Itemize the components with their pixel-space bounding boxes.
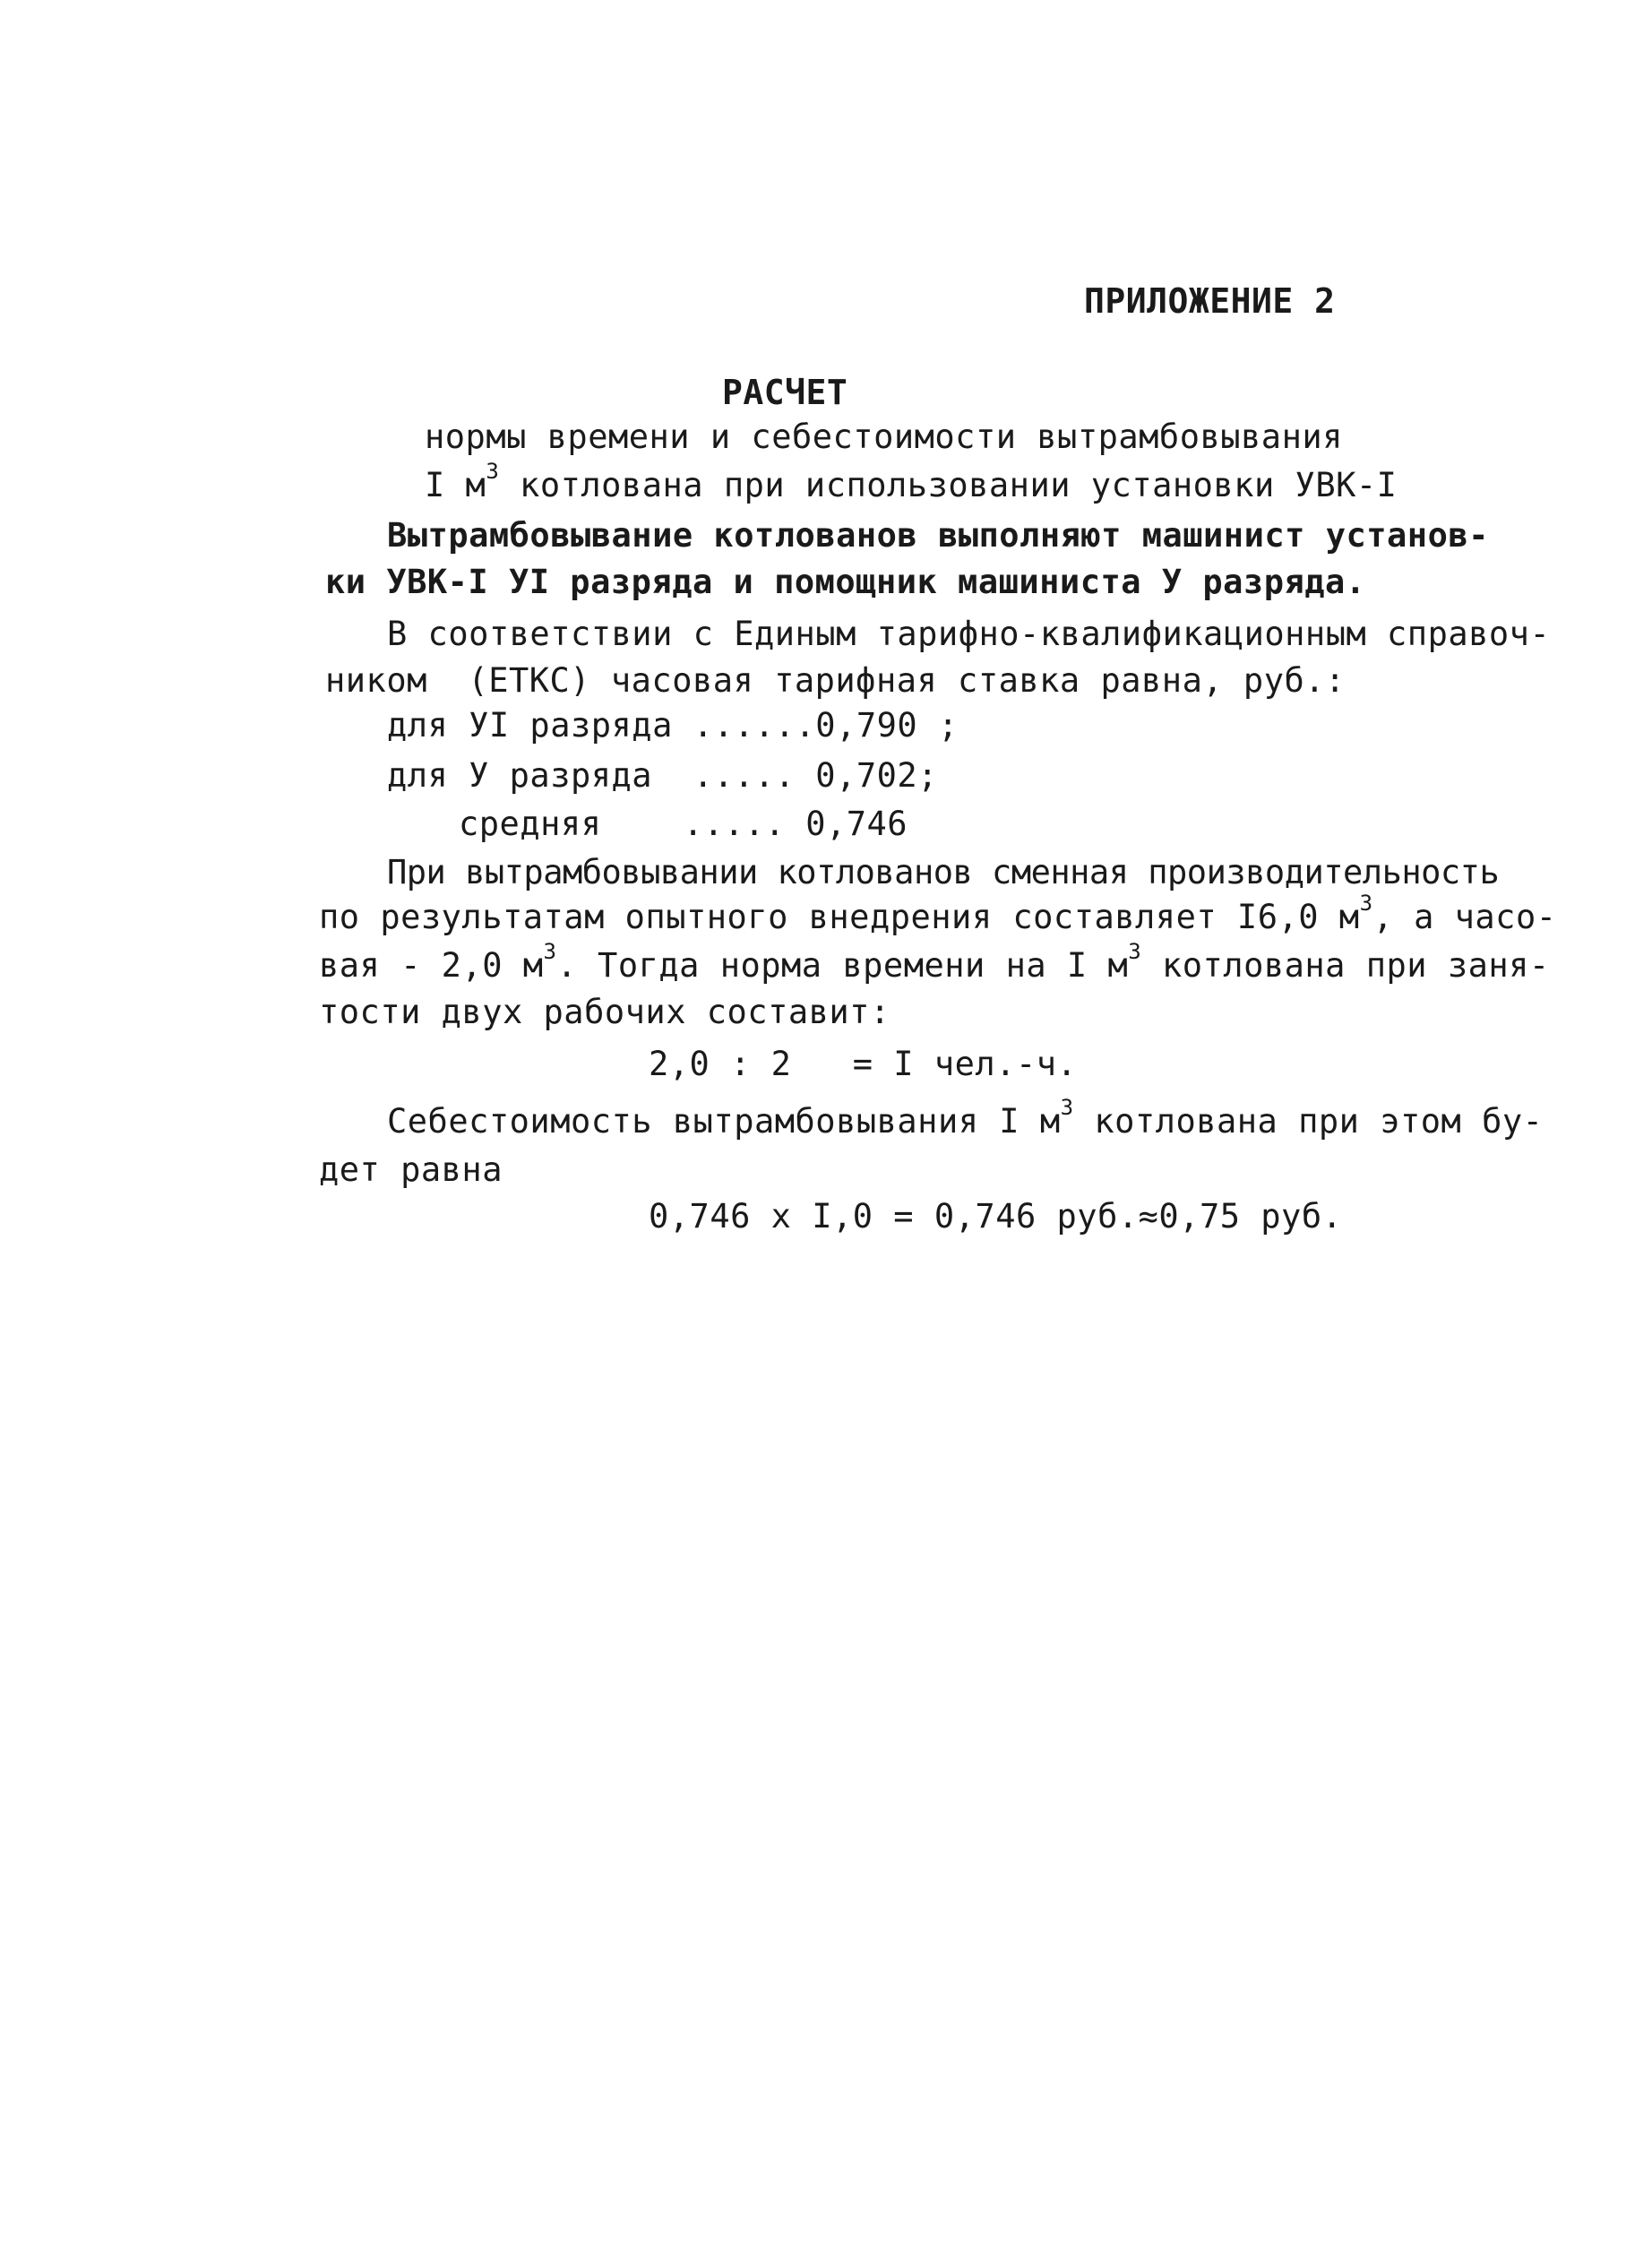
rate-label: для У разряда ..... bbox=[387, 756, 816, 795]
document-title: РАСЧЕТ bbox=[722, 373, 848, 412]
paragraph-4-line-1 bbox=[387, 1095, 1544, 1141]
paragraph-3-line-4: тости двух рабочих составит: bbox=[319, 993, 891, 1031]
text: Себестоимость вытрамбовывания I м bbox=[387, 1102, 1061, 1141]
text: котлована при этом бу- bbox=[1073, 1102, 1544, 1141]
rate-label: средняя ..... bbox=[459, 805, 806, 843]
rate-label: для УI разряда ...... bbox=[387, 706, 816, 745]
paragraph-1-line-2: ки УВК-I УI разряда и помощник машиниста У разряда. bbox=[325, 563, 1366, 601]
rate-row-average bbox=[459, 805, 908, 844]
paragraph-1-line-1: Вытрамбовывание котлованов выполняют машинист установ- bbox=[387, 516, 1489, 555]
subtitle-line-2-prefix: I м bbox=[425, 466, 486, 504]
appendix-label: ПРИЛОЖЕНИЕ 2 bbox=[1084, 281, 1336, 321]
text: , а часо- bbox=[1372, 898, 1557, 936]
cubic-exponent: 3 bbox=[1359, 891, 1373, 916]
rate-value: 0,702; bbox=[815, 756, 938, 795]
cubic-exponent: 3 bbox=[1128, 939, 1142, 964]
paragraph-3-line-3 bbox=[319, 939, 1550, 986]
cubic-exponent: 3 bbox=[543, 939, 557, 964]
text: котлована при заня- bbox=[1141, 946, 1550, 985]
subtitle-line-1: нормы времени и себестоимости вытрамбовывания bbox=[425, 418, 1343, 456]
paragraph-2-line-2: ником (ЕТКС) часовая тарифная ставка равна, руб.: bbox=[325, 661, 1346, 700]
formula-time-norm: 2,0 : 2 = I чел.-ч. bbox=[649, 1045, 1078, 1083]
text: по результатам опытного внедрения составляет I6,0 м bbox=[319, 898, 1360, 936]
subtitle-line-2-suffix: котлована при использовании установки УВК-I bbox=[499, 466, 1398, 504]
rate-value: 0,790 ; bbox=[815, 706, 959, 745]
rate-value: 0,746 bbox=[805, 805, 908, 843]
cubic-exponent: 3 bbox=[486, 459, 500, 484]
paragraph-3-line-2 bbox=[319, 891, 1557, 937]
paragraph-2-line-1: В соответствии с Единым тарифно-квалификационным справоч- bbox=[387, 615, 1551, 653]
cubic-exponent: 3 bbox=[1060, 1095, 1074, 1120]
text: вая - 2,0 м bbox=[319, 946, 544, 985]
subtitle-line-2 bbox=[425, 459, 1398, 505]
rate-row-6 bbox=[387, 706, 959, 745]
paragraph-3-line-1: При вытрамбовывании котлованов сменная производительность bbox=[387, 853, 1500, 891]
paragraph-4-line-2: дет равна bbox=[319, 1150, 503, 1189]
formula-cost: 0,746 x I,0 = 0,746 руб.≈0,75 руб. bbox=[649, 1197, 1343, 1236]
text: . Тогда норма времени на I м bbox=[556, 946, 1129, 985]
rate-row-5 bbox=[387, 756, 938, 796]
